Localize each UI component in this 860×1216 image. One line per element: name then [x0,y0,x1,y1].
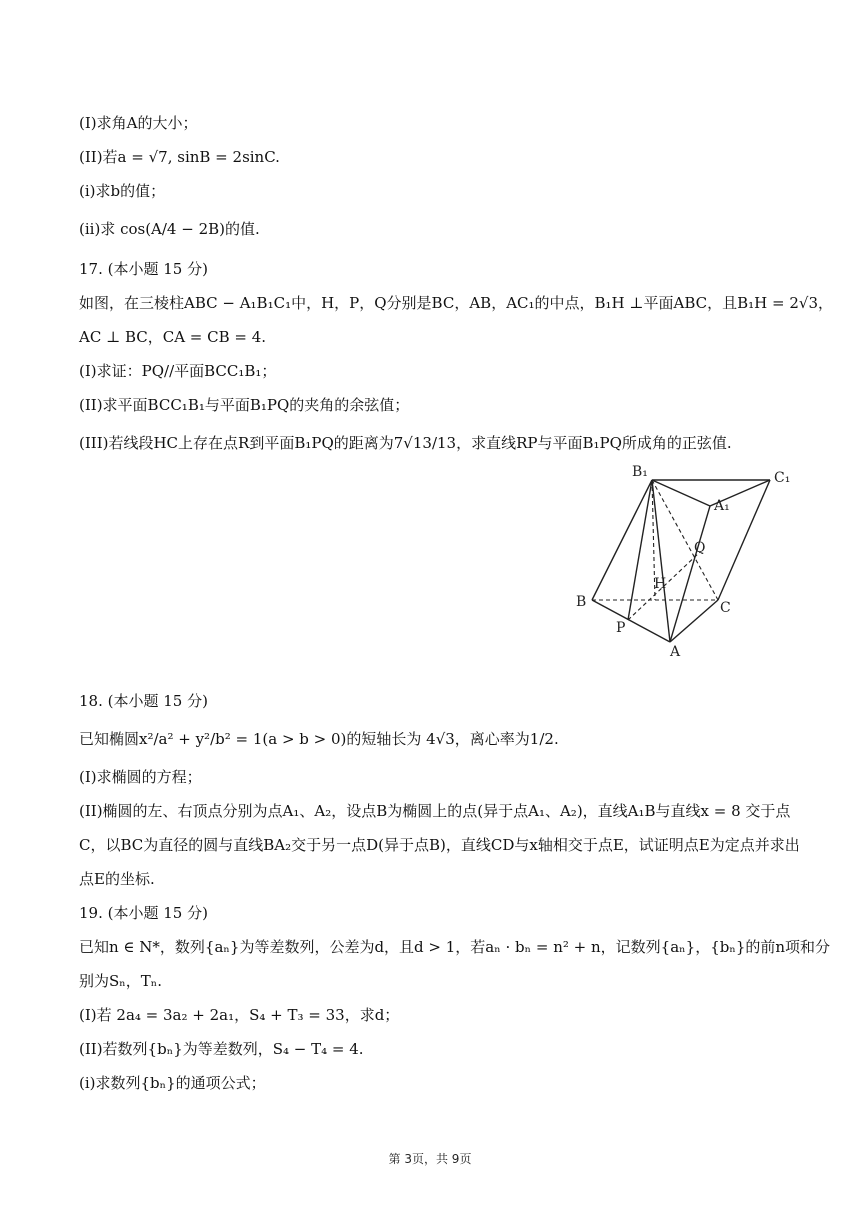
q17-stem-2: AC ⊥ BC，CA = CB = 4. [79,328,267,346]
q19-part2-i: (i)求数列{bₙ}的通项公式； [79,1074,266,1092]
q19-part2: (II)若数列{bₙ}为等差数列，S₄ − T₄ = 4. [79,1040,364,1058]
label-p: P [616,620,626,636]
label-a1: A₁ [714,498,730,514]
q17-header: 17. (本小题 15 分) [79,260,208,278]
q18-part2-3: 点E的坐标. [79,870,155,888]
q18-stem: 已知椭圆x²/a² + y²/b² = 1(a > b > 0)的短轴长为 4√3，离心率为1/2. [79,730,559,748]
prism-figure [560,460,800,660]
label-q: Q [694,540,706,556]
q18-part2-2: C，以BC为直径的圆与直线BA₂交于另一点D(异于点B)，直线CD与x轴相交于点E，试证明点E为定点并求出 [79,836,800,854]
label-b: B [576,594,587,610]
q18-part2-1: (II)椭圆的左、右顶点分别为点A₁、A₂，设点B为椭圆上的点(异于点A₁、A₂)，直线A₁B与直线x = 8 交于点 [79,802,791,820]
q19-stem-1: 已知n ∈ N*，数列{aₙ}为等差数列，公差为d，且d > 1，若aₙ · bₙ = n² + n，记数列{aₙ}，{bₙ}的前n项和分 [79,938,831,956]
q16-part2-i: (i)求b的值； [79,182,166,200]
label-h: H [654,576,667,592]
q19-part1: (I)若 2a₄ = 3a₂ + 2a₁，S₄ + T₃ = 33，求d； [79,1006,400,1024]
q18-part1: (I)求椭圆的方程； [79,768,202,786]
q17-part1: (I)求证：PQ//平面BCC₁B₁； [79,362,277,380]
q19-stem-2: 别为Sₙ，Tₙ. [79,972,163,990]
label-a: A [670,644,681,660]
q16-part2-ii: (ii)求 cos(A/4 − 2B)的值. [79,220,260,238]
q16-part1: (I)求角A的大小； [79,114,198,132]
q16-part2: (II)若a = √7, sinB = 2sinC. [79,148,280,166]
page-footer: 第 3页，共 9页 [388,1152,472,1166]
q17-part2: (II)求平面BCC₁B₁与平面B₁PQ的夹角的余弦值； [79,396,410,414]
q19-header: 19. (本小题 15 分) [79,904,208,922]
label-c1: C₁ [774,470,791,486]
label-c: C [720,600,731,616]
label-b1: B₁ [632,464,648,480]
q17-stem-1: 如图，在三棱柱ABC − A₁B₁C₁中，H，P，Q分别是BC，AB，AC₁的中点，B₁H ⊥平面ABC，且B₁H = 2√3， [79,294,833,312]
q17-part3: (III)若线段HC上存在点R到平面B₁PQ的距离为7√13/13，求直线RP与平面B₁PQ所成角的正弦值. [79,434,732,452]
q18-header: 18. (本小题 15 分) [79,692,208,710]
